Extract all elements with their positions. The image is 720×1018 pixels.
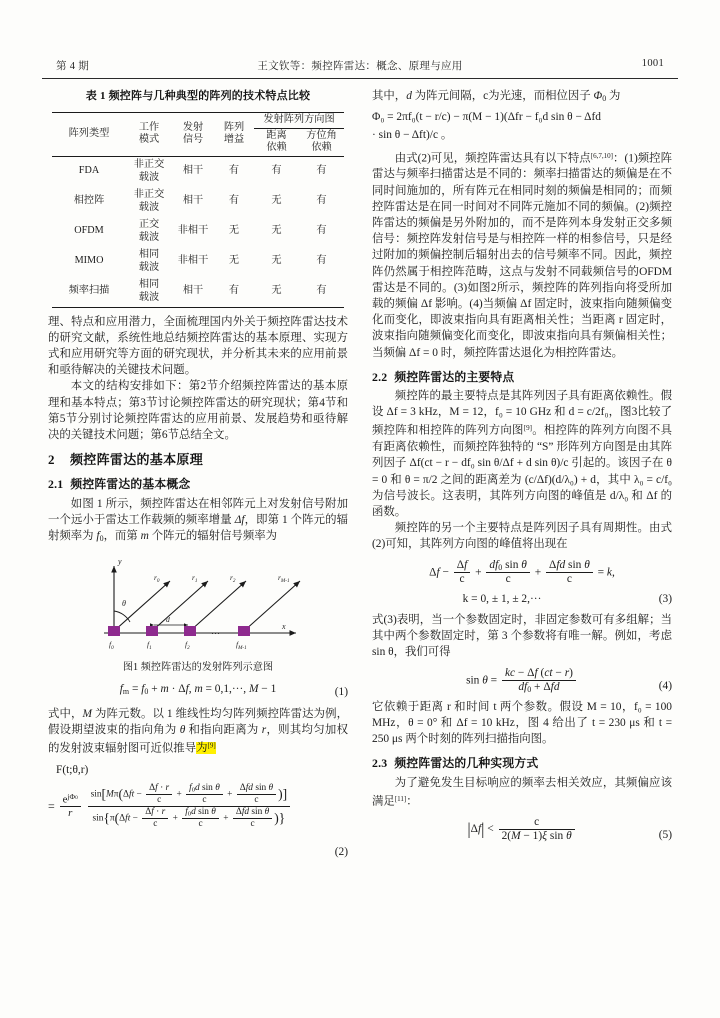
para3-part-a: 如图 1 所示，频控阵雷达在相邻阵元上对发射信号附加一个远小于雷达工作载频的频率增量 <box>48 497 348 526</box>
cell-angle-dep: 有 <box>316 195 327 207</box>
cell-signal: 相干 <box>182 165 204 177</box>
left-paragraph-1: 理、特点和应用潜力，全面梳理国内外关于频控阵雷达技术的研究文献，系统性地总结频控阵雷达的基本原理、实现方式和应用研究等方面的研究现状，并分析其未来的应用前景和亟待解决的关键技术问题。 <box>48 315 348 377</box>
citation-ref: [11] <box>394 794 407 803</box>
svg-text:f1: $f_1$ <box>147 640 152 651</box>
citation-ref: [9] <box>207 741 216 750</box>
left-paragraph-2: 本文的结构安排如下：第2节介绍频控阵雷达的基本原理和基本特点；第3节讨论频控阵雷达的研究现状；第4节和第5节分别讨论频控阵雷达的应用前景、发展趋势和亟待解决的关键技术问题；第6节总结全文。 <box>48 380 348 441</box>
rp2-body: ：(1)频控阵雷达与频率扫描雷达是不同的：频率扫描雷达的频偏是在不同时间施加的，所有阵元在相同时刻的频偏是相同的；而频控阵雷达是在同一时间对不同阵元施加不同的频偏。(2)频控阵雷达的频偏是另外附加的，而不是阵列本身发射正交多频信号：频控阵发射信号是与相控阵一样的相参信号，只是经过附加的频偏控制后辐射出去的信号频率不同。因此，频控阵仍然属于相控阵范畴，这点与发射不同载频信号的OFDM雷达是不同的。(3)如图2所示，频控阵的阵列指向将受所加载的频偏 Δf 影响。(4)当频偏 Δf 固定时，波束指向随频偏变化而变化，即波束指向具有距离相关性；当距离 r 固定时，波束指向随频偏变化而变化，即波束指向具有频偏相关性；当频偏 Δf = 0 时，频控阵雷达退化为相控阵雷达。 <box>372 152 672 359</box>
section-2-3-title: 频控阵雷达的几种实现方式 <box>394 756 539 771</box>
cell-array-type: MIMO <box>74 255 104 267</box>
equation-3-tag: (3) <box>658 592 672 605</box>
section-2-1-title: 频控阵雷达的基本概念 <box>70 477 191 492</box>
para3-part-c: ，而第 <box>103 529 141 542</box>
rp3-pre: 频控阵的最主要特点是其阵列因子具有距离依赖性。假设 Δf = 3 kHz，M = 12，f₀ = 10 GHz 和 d = c/2f₀，图3比较了频控阵和相控阵的阵列方向图 <box>372 389 672 437</box>
right-paragraph-7 <box>372 775 672 810</box>
left-column <box>48 88 348 865</box>
cell-range-dep: 有 <box>271 165 282 177</box>
para4-part-a: 式中， <box>48 707 83 720</box>
cell-array-type: 频率扫描 <box>52 277 126 308</box>
equation-4: sin θ = $\frac{kc - \Delta f (ct - r)}{df_0 + \Delta fd}$ (4) <box>466 666 672 694</box>
cell-work-mode: 正交 载波 <box>138 219 160 243</box>
svg-text:y: y <box>118 557 122 567</box>
page-number: 1001 <box>641 58 664 69</box>
cell-work-mode: 相同 载波 <box>126 277 172 308</box>
cell-work-mode: 非正交 载波 <box>133 159 165 183</box>
equation-5-tag: (5) <box>658 828 672 841</box>
section-2-1-number: 2.1 <box>48 477 64 492</box>
right-paragraph-5: 式(3)表明，当一个参数固定时，非固定参数可有多组解；当其中两个参数固定时，第 3 个参数将有唯一解。例如，考虑 sin θ，我们可得 <box>372 614 672 659</box>
cell-signal: 非相干 <box>177 255 209 267</box>
highlighted-text: 为[9] <box>196 741 216 755</box>
equation-2-lhs: F(t;θ,r) <box>56 763 89 776</box>
heading-section-2 <box>48 452 348 468</box>
table-body <box>52 156 344 307</box>
th-pattern-group: 发射阵列方向图 <box>254 113 344 129</box>
cell-gain: 有 <box>214 277 254 308</box>
svg-text:θ: θ <box>122 599 126 609</box>
equation-2-tag-row <box>48 844 348 860</box>
section-2-number: 2 <box>48 452 55 468</box>
equation-5: |Δf| < $\frac{c}{\text{2(M − 1)ξ sin θ}}$ (5) <box>467 815 672 842</box>
th-array-gain: 阵列 增益 <box>214 113 254 156</box>
cell-work-mode: 相同 载波 <box>138 249 160 273</box>
right-paragraph-6: 它依赖于距离 r 和时间 t 两个参数。假设 M = 10，f₀ = 100 MHz，θ = 0° 和 Δf = 10 kHz，图 4 给出了 t = 230 μs 和 t = 250 μs 两个时刻的阵列扫描指向图。 <box>372 700 672 746</box>
svg-text:f2: $f_2$ <box>185 640 190 651</box>
cell-angle-dep: 有 <box>316 255 327 267</box>
heading-section-2-3 <box>372 755 672 771</box>
svg-text:r2: $r_2$ <box>230 573 236 584</box>
rp1-part-b: 为阵元间隔，c为光速，而相位因子 <box>411 90 594 102</box>
array-element <box>146 626 158 636</box>
cell-gain: 有 <box>228 165 240 177</box>
table-row <box>52 187 344 217</box>
equation-3-line-2: k = 0, ± 1, ± 2,··· (3) <box>372 591 672 607</box>
equation-4-tag: (4) <box>658 679 672 692</box>
para4-part-d: ，则其均匀加权的发射波束辐射图可近似推导 <box>48 723 348 755</box>
running-head <box>42 56 678 76</box>
svg-text:…: … <box>211 626 220 637</box>
para4-part-c: 和指向距离为 <box>185 723 262 736</box>
rp1-part-c: 为 <box>606 90 621 102</box>
cell-angle-dep: 有 <box>316 165 327 177</box>
cell-signal: 相干 <box>172 277 214 308</box>
section-2-3-number: 2.3 <box>372 756 388 771</box>
cell-array-type: FDA <box>78 165 100 177</box>
left-paragraph-4: 式中，M 为阵元数。以 1 维线性均匀阵列频控阵雷达为例，假设期望波束的指向角为 θ 和指向距离为 r，则其均匀加权的发射波束辐射图可近似推导为[9] <box>48 707 348 755</box>
th-angle-dependent: 方位角 依赖 <box>306 129 337 154</box>
citation-ref: [6,7,10] <box>590 151 614 160</box>
table-header-group-row <box>52 113 344 129</box>
rp1-part-a: 其中， <box>372 90 407 102</box>
citation-ref: [9] <box>523 424 532 433</box>
svg-text:r0: $r_0$ <box>154 573 160 584</box>
right-paragraph-2 <box>372 148 672 361</box>
right-column <box>372 88 672 848</box>
para3-part-b: ，即第 1 个阵元的辐射频率为 <box>48 513 348 542</box>
rp7-post: ： <box>406 795 418 808</box>
cell-angle-dep: 有 <box>299 277 344 308</box>
cell-array-type: 相控阵 <box>73 195 105 207</box>
header-rule <box>42 78 678 79</box>
equation-2: = $\frac{e^{j\Phi 0}}{r}$ sin[Mπ(Δft − $\frac{\Delta f \cdot r}{c}$ + $\frac{f_0d \sin \theta}{c}$ + $\frac{\text{Δfd sin θ}}{c}$ )] sin{π(Δft − $\frac{\Delta f \cdot r}{c}$ + $\frac{f_0d \sin \theta}{c}$ + $\frac{\text{Δfd sin θ}}{c}$ )} <box>48 783 348 830</box>
cell-gain: 有 <box>228 195 240 207</box>
section-2-title: 频控阵雷达的基本原理 <box>70 452 204 468</box>
equation-1-tag: (1) <box>334 686 348 699</box>
section-2-2-title: 频控阵雷达的主要特点 <box>394 369 515 384</box>
equation-phi-line-1: Φ₀ = 2πf₀(t − r/c) − π(M − 1)(Δfr − f₀d sin θ − Δfd <box>372 111 601 124</box>
th-work-mode: 工作 模式 <box>126 113 172 156</box>
cell-range-dep: 无 <box>254 277 299 308</box>
table-row <box>52 247 344 277</box>
svg-text:fM-1: $f_{M-1}$ <box>236 640 247 651</box>
heading-section-2-2 <box>372 369 672 385</box>
equation-phi-line-2: · sin θ − Δft)/c 。 <box>372 129 453 142</box>
cell-work-mode: 非正交 载波 <box>133 189 165 213</box>
svg-text:rM-1: $r_{M-1}$ <box>278 573 290 584</box>
th-range-dependent: 距离 依赖 <box>266 129 287 154</box>
rp2-pre: 由式(2)可见，频控阵雷达具有以下特点 <box>394 152 591 165</box>
svg-text:f0: $f_0$ <box>109 640 114 651</box>
cell-range-dep: 无 <box>271 225 282 237</box>
left-paragraph-3: 如图 1 所示，频控阵雷达在相邻阵元上对发射信号附加一个远小于雷达工作载频的频率增量 Δf，即第 1 个阵元的辐射频率为 $f_0$，而第 m 个阵元的辐射信号频率为 <box>48 497 348 543</box>
equation-3-line-1: Δf − $\frac{\Delta f}{c}$ + $\frac{df_0 \sin \theta}{c}$ + $\frac{\text{Δfd sin θ}}{c}$ = k, <box>429 558 615 585</box>
right-paragraph-4: 频控阵的另一个主要特点是阵列因子具有周期性。由式(2)可知，其阵列方向图的峰值将出现在 <box>372 522 672 551</box>
comparison-table <box>52 112 344 307</box>
array-element <box>238 626 250 636</box>
table-row <box>52 156 344 187</box>
rp7-pre: 为了避免发生目标响应的频率去相关效应，其频偏应该满足 <box>372 776 672 808</box>
svg-text:d: d <box>166 615 170 625</box>
figure-1 <box>48 551 348 659</box>
figure-1-diagram <box>48 551 348 659</box>
array-element <box>184 626 196 636</box>
para4-part-b: 为阵元数。以 1 维线性均匀阵列频控阵雷达为例，假设期望波束的指向角为 <box>48 707 348 736</box>
heading-section-2-1 <box>48 476 348 492</box>
right-paragraph-1: 其中，d 为阵元间隔，c为光速，而相位因子 $\Phi_0$ 为 <box>372 90 621 103</box>
table-caption: 表 1 频控阵与几种典型的阵列的技术特点比较 <box>85 90 311 102</box>
cell-signal: 非相干 <box>177 225 209 237</box>
cell-range-dep: 无 <box>271 255 282 267</box>
issue-number: 第 4 期 <box>56 61 89 72</box>
th-transmit-signal: 发射 信号 <box>172 113 214 156</box>
cell-range-dep: 无 <box>271 195 282 207</box>
equation-2-tag: (2) <box>334 845 348 858</box>
rp3-body: 。相控阵的阵列方向图不具有距离依赖性，而频控阵独特的 “S” 形阵列方向图是由其阵列因子 Δf(ct − r − df₀ sin θ/Δf + d sin θ)/c 引起的。该因子在 θ = 0 和 θ = π/2 之间的距离差为 (c/Δf)(d/λ₀) + d，其中 λ₀ = c/f₀ 为信号波长。这表明，其阵列方向图的峰值是 d/λ₀ 和 Δf 的函数。 <box>372 424 672 518</box>
cell-angle-dep: 有 <box>316 225 327 237</box>
svg-text:x: x <box>282 622 286 632</box>
para3-part-d: 个阵元的辐射信号频率为 <box>148 529 277 542</box>
table-row <box>52 277 344 308</box>
section-2-2-number: 2.2 <box>372 369 388 384</box>
right-paragraph-3 <box>372 388 672 520</box>
cell-signal: 相干 <box>182 195 204 207</box>
cell-gain: 无 <box>228 255 240 267</box>
equation-1: $f_m = f_0 + m \cdot \Delta f$, m = 0,1,···, M − 1 (1) <box>48 681 348 700</box>
figure-1-caption: 图1 频控阵雷达的发射阵列示意图 <box>122 662 274 674</box>
svg-text:r1: $r_1$ <box>192 573 198 584</box>
array-element <box>108 626 120 636</box>
cell-array-type: OFDM <box>74 225 104 237</box>
table-row <box>52 217 344 247</box>
article-title-runhead: 王文钦等：频控阵雷达：概念、原理与应用 <box>257 61 463 72</box>
th-array-type: 阵列类型 <box>52 113 126 156</box>
cell-gain: 无 <box>228 225 240 237</box>
